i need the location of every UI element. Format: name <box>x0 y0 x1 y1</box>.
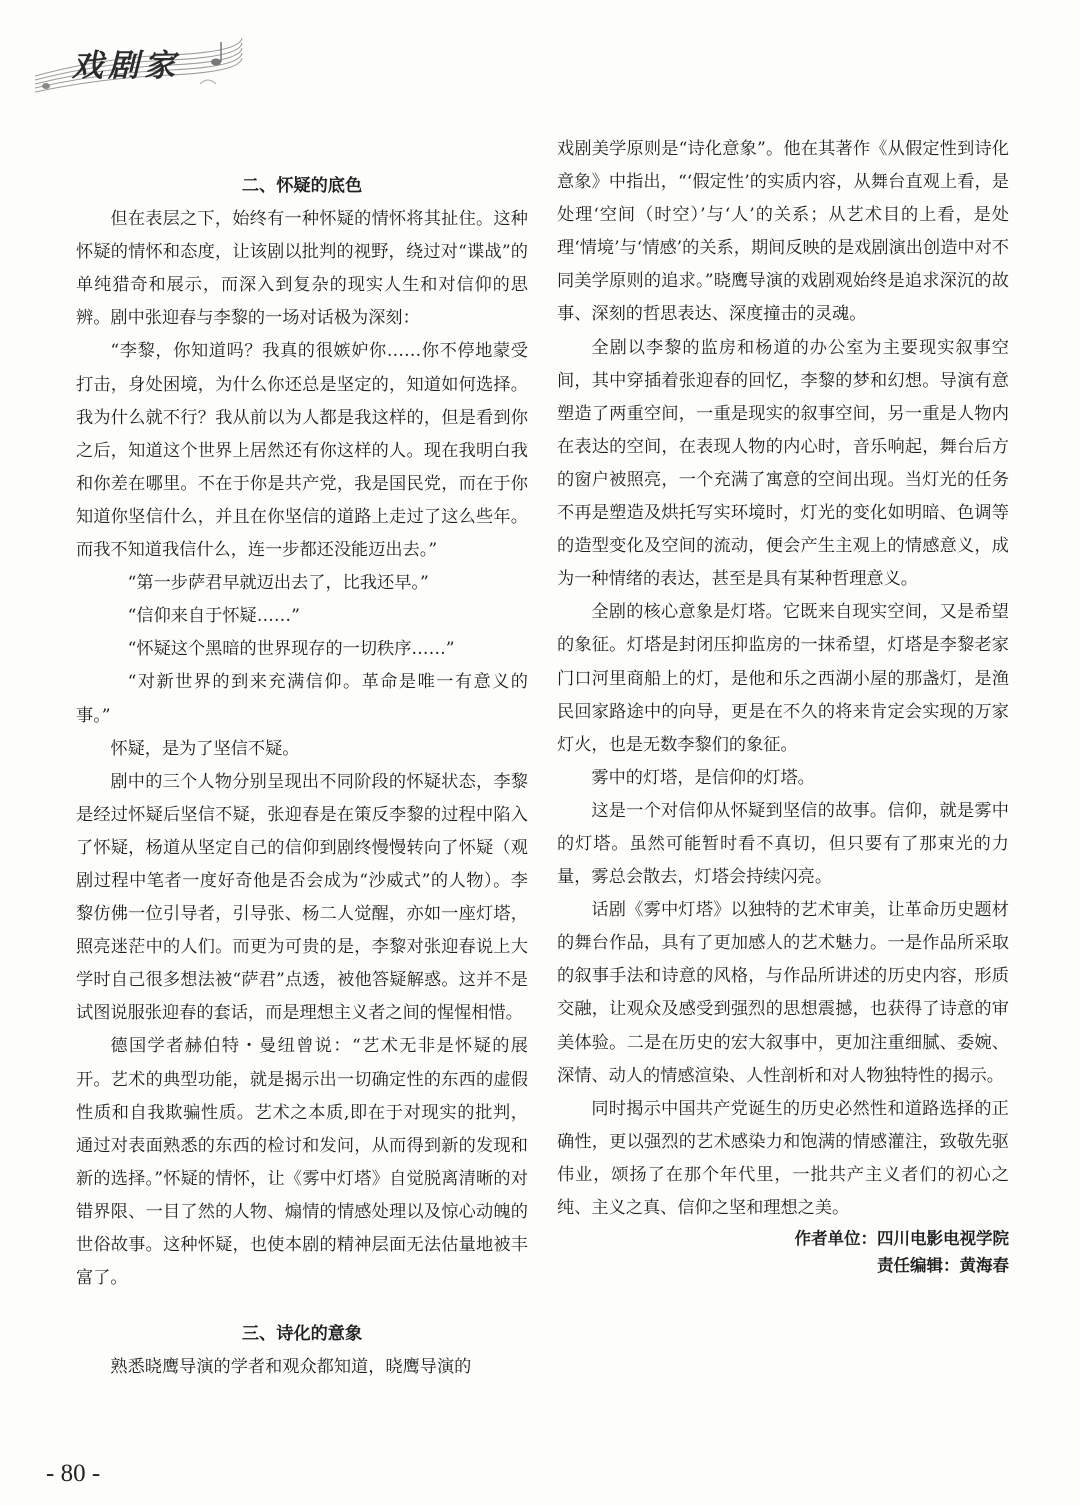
right-column <box>557 133 1009 1279</box>
masthead-title: 戏剧家 <box>72 48 180 84</box>
paragraph: 话剧《雾中灯塔》以独特的艺术审美，让革命历史题材的舞台作品，具有了更加感人的艺术魅力。一是作品所采取的叙事手法和诗意的风格，与作品所讲述的历史内容，形质交融，让观众及感受到强烈的思想震撼，也获得了诗意的审美体验。二是在历史的宏大叙事中，更加注重细腻、委婉、深情、动人的情感渲染、人性剖析和对人物独特性的揭示。 <box>557 900 1009 1086</box>
quote-paragraph: “对新世界的到来充满信仰。革命是唯一有意义的事。” <box>76 672 528 726</box>
paragraph: 同时揭示中国共产党诞生的历史必然性和道路选择的正确性，更以强烈的艺术感染力和饱满的情感灌注，致敬先驱伟业，颂扬了在那个年代里，一批共产主义者们的初心之纯、主义之真、信仰之坚和理想之美。 <box>557 1098 1009 1218</box>
quote-paragraph: “第一步萨君早就迈出去了，比我还早。” <box>127 573 429 594</box>
paragraph: 全剧以李黎的监房和杨道的办公室为主要现实叙事空间，其中穿插着张迎春的回忆，李黎的梦和幻想。导演有意塑造了两重空间，一重是现实的叙事空间，另一重是人物内在表达的空间，在表现人物的内心时，音乐响起，舞台后方的窗户被照亮，一个充满了寓意的空间出现。当灯光的任务不再是塑造及烘托写实环境时，灯光的变化如明暗、色调等的造型变化及空间的流动，便会产生主观上的情感意义，成为一种情绪的表达，甚至是具有某种哲理意义。 <box>557 337 1009 590</box>
paragraph: 戏剧美学原则是“诗化意象”。他在其著作《从假定性到诗化意象》中指出，“‘假定性’的实质内容，从舞台直观上看，是处理‘空间（时空）’与‘人’的关系；从艺术目的上看，是处理‘情境’与‘情感’的关系，期间反映的是戏剧演出创造中对不同美学原则的追求。”晓鹰导演的戏剧观始终是追求深沉的故事、深刻的哲思表达、深度撞击的灵魂。 <box>557 139 1009 325</box>
paragraph: 这是一个对信仰从怀疑到坚信的故事。信仰，就是雾中的灯塔。虽然可能暂时看不真切，但只要有了那束光的力量，雾总会散去，灯塔会持续闪亮。 <box>557 800 1009 888</box>
paragraph: 德国学者赫伯特・曼纽曾说：“艺术无非是怀疑的展开。艺术的典型功能，就是揭示出一切确定性的东西的虚假性质和自我欺骗性质。艺术之本质,即在于对现实的批判，通过对表面熟悉的东西的检讨和发问，从而得到新的发现和新的选择。”怀疑的情怀，让《雾中灯塔》自觉脱离清晰的对错界限、一目了然的人物、煽情的情感处理以及惊心动魄的世俗故事。这种怀疑，也使本剧的精神层面无法估量地被丰富了。 <box>76 1036 528 1289</box>
paragraph: 全剧的核心意象是灯塔。它既来自现实空间，又是希望的象征。灯塔是封闭压抑监房的一抹希望，灯塔是李黎老家门口河里商船上的灯，是他和乐之西湖小屋的那盏灯，是渔民回家路途中的向导，更是在不久的将来肯定会实现的万家灯火，也是无数李黎们的象征。 <box>557 602 1009 755</box>
masthead <box>30 18 245 106</box>
left-column <box>76 133 528 1384</box>
author-unit: 作者单位：四川电影电视学院 <box>794 1229 1009 1249</box>
quote-paragraph: “信仰来自于怀疑……” <box>127 606 300 627</box>
quote-paragraph: “怀疑这个黑暗的世界现存的一切秩序……” <box>127 639 455 660</box>
paragraph: 剧中的三个人物分别呈现出不同阶段的怀疑状态，李黎是经过怀疑后坚信不疑，张迎春是在策反李黎的过程中陷入了怀疑，杨道从坚定自己的信仰到剧终慢慢转向了怀疑（观剧过程中笔者一度好奇他是否会成为“沙威式”的人物）。李黎仿佛一位引导者，引导张、杨二人觉醒，亦如一座灯塔，照亮迷茫中的人们。而更为可贵的是，李黎对张迎春说上大学时自己很多想法被“萨君”点透，被他答疑解惑。这并不是试图说服张迎春的套话，而是理想主义者之间的惺惺相惜。 <box>76 771 528 1024</box>
section-heading-2: 二、怀疑的底色 <box>241 176 363 196</box>
page-number: - 80 - <box>46 1460 101 1487</box>
quote-paragraph: “李黎，你知道吗？我真的很嫉妒你……你不停地蒙受打击，身处困境，为什么你还总是坚定的，知道如何选择。我为什么就不行？我从前以为人都是我这样的，但是看到你之后，知道这个世界上居然还有你这样的人。现在我明白我和你差在哪里。不在于你是共产党，我是国民党，而在于你知道你坚信什么，并且在你坚信的道路上走过了这么些年。而我不知道我信什么，连一步都还没能迈出去。” <box>76 341 528 561</box>
paragraph: 熟悉晓鹰导演的学者和观众都知道，晓鹰导演的 <box>110 1357 472 1378</box>
section-heading-3: 三、诗化的意象 <box>241 1324 363 1345</box>
paragraph: 怀疑，是为了坚信不疑。 <box>110 738 300 759</box>
paragraph: 但在表层之下，始终有一种怀疑的情怀将其扯住。这种怀疑的情怀和态度，让该剧以批判的视野，绕过对“谍战”的单纯猎奇和展示，而深入到复杂的现实人生和对信仰的思辨。剧中张迎春与李黎的一场对话极为深刻： <box>76 209 528 329</box>
responsible-editor: 责任编辑：黄海春 <box>877 1256 1009 1276</box>
paragraph: 雾中的灯塔，是信仰的灯塔。 <box>591 767 815 788</box>
